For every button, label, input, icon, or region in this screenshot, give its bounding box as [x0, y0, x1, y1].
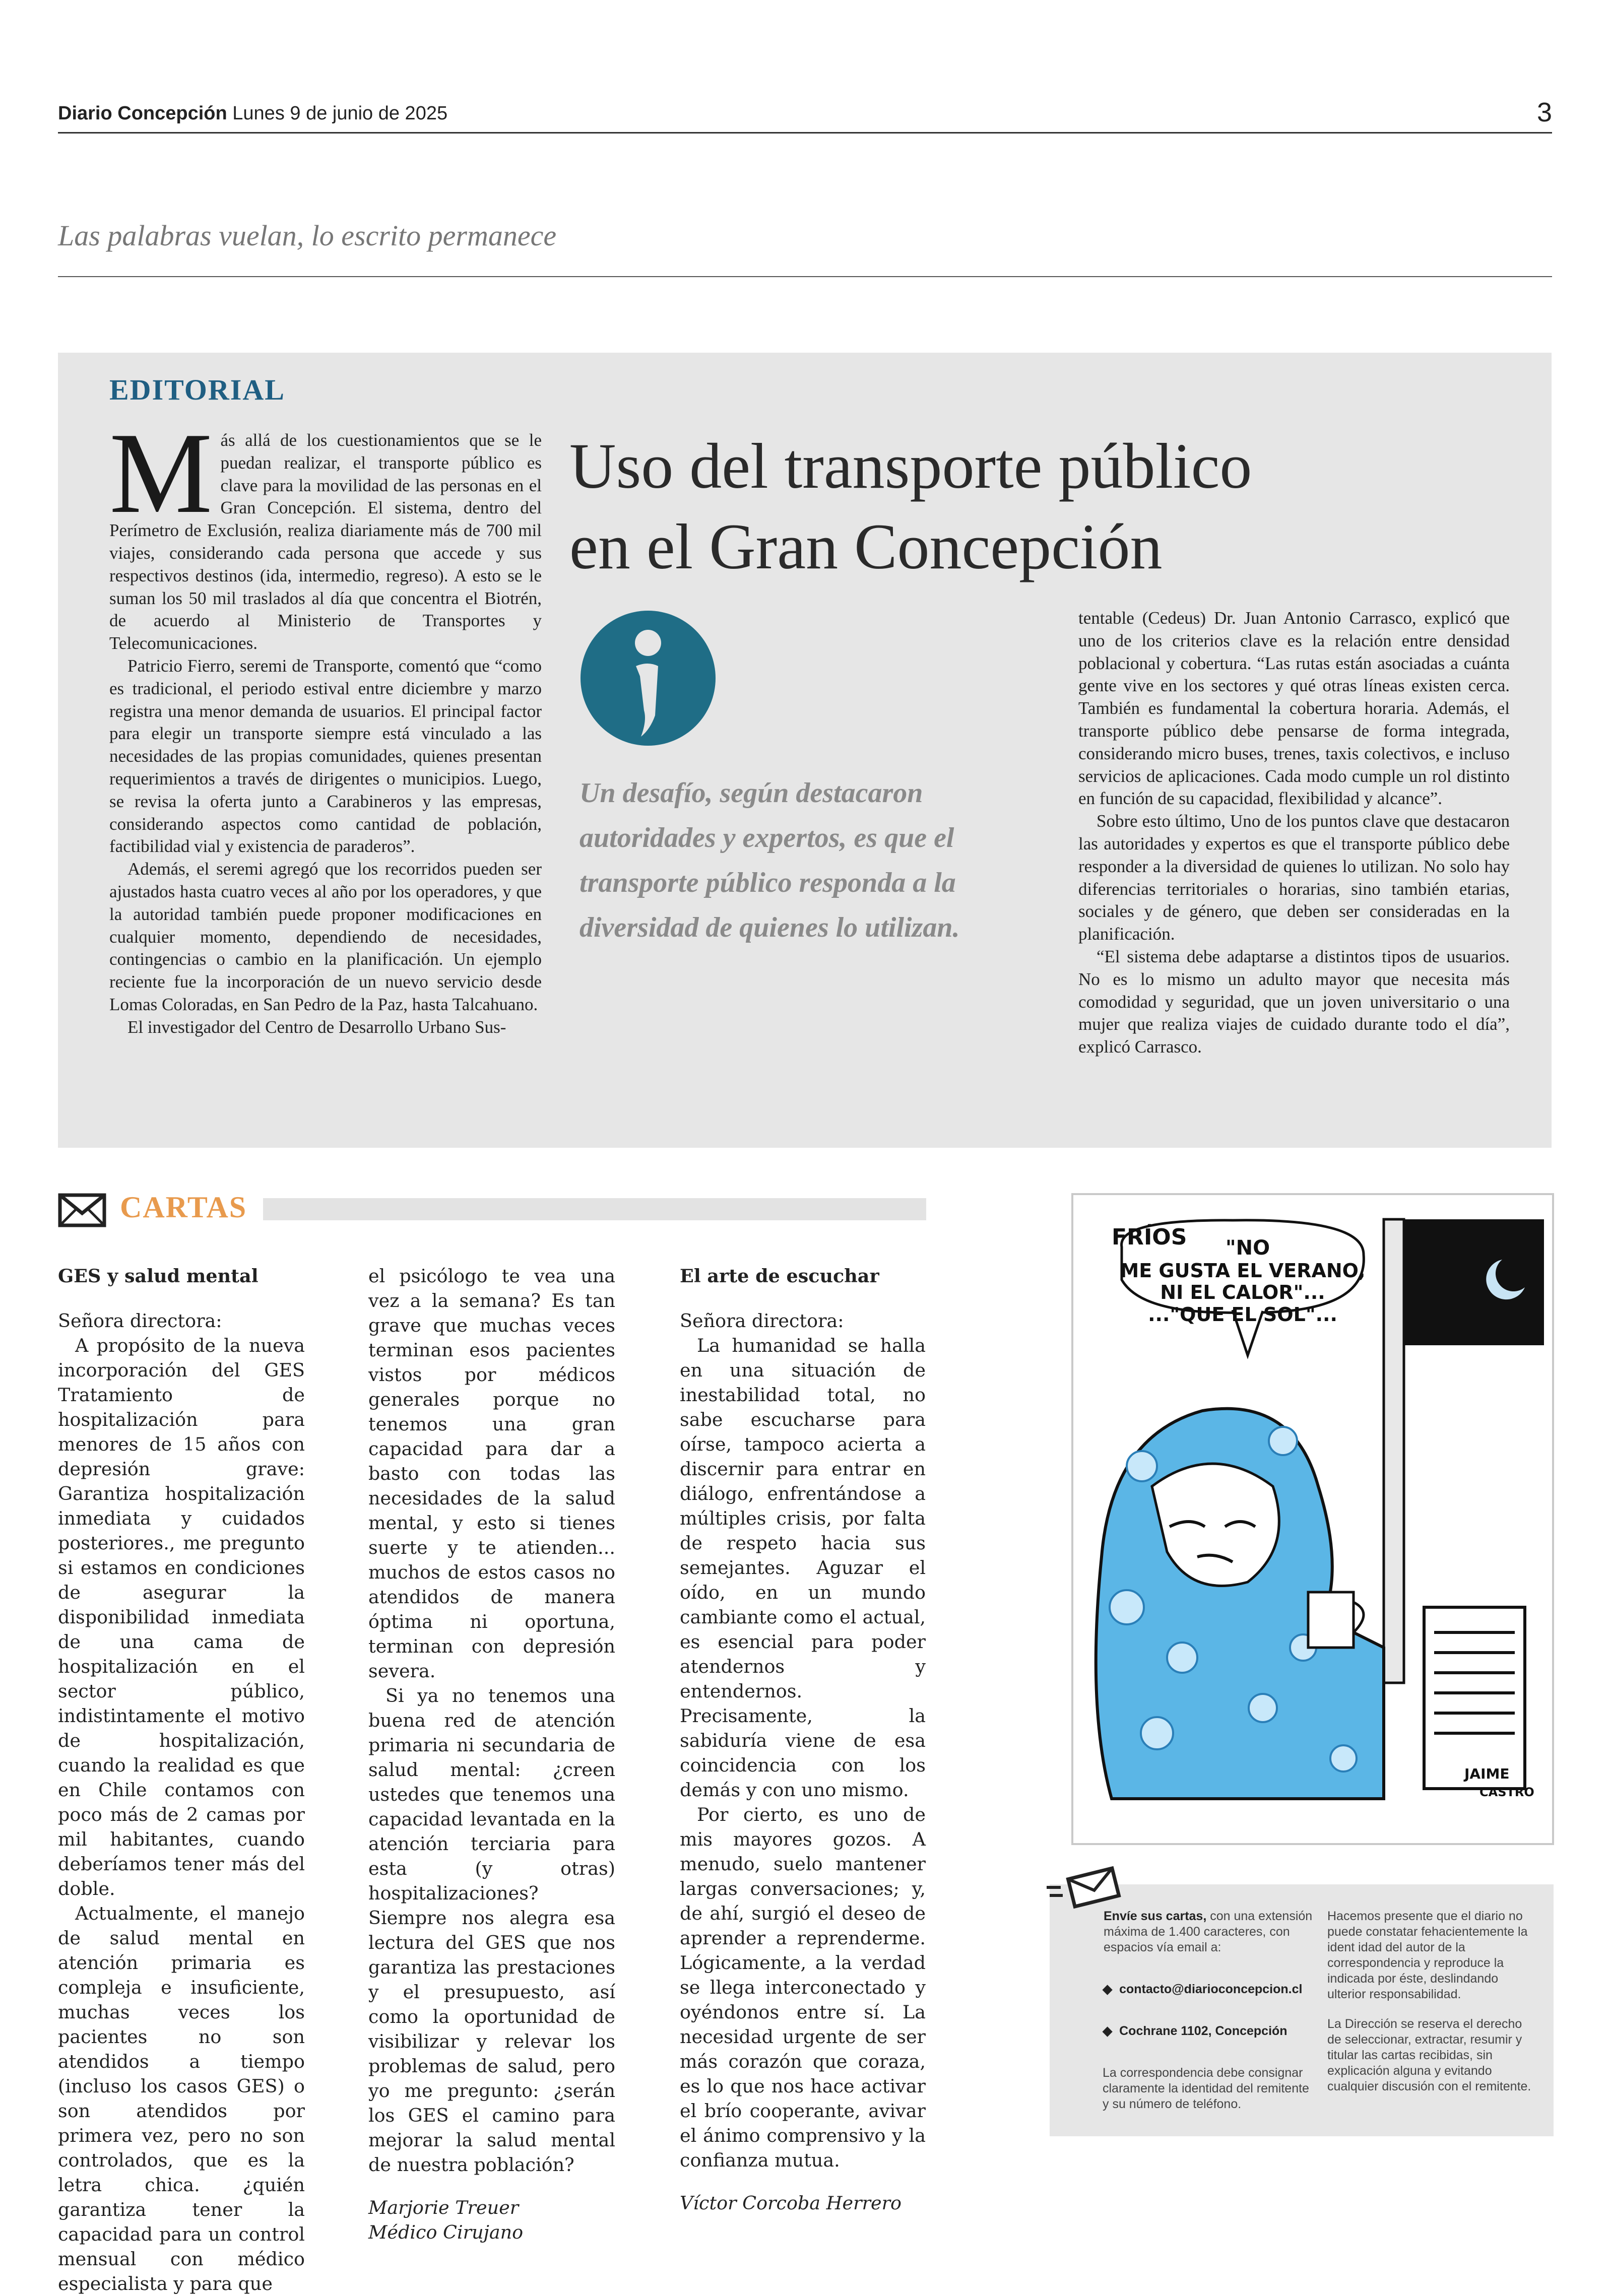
letter-salutation: Señora directora: — [58, 1310, 222, 1332]
svg-text:"NO: "NO — [1225, 1236, 1270, 1260]
info-box-left-column: Envíe sus cartas, con una extensión máxima de 1.400 caracteres, con espacios vía email a: ◆ contacto@diarioconcepcion.cl ◆ Cochrane 1102, Concepción La correspondencia debe consignar claramente la identidad del remitente y su número de teléfono. — [1103, 1909, 1314, 2112]
page-header — [58, 103, 447, 124]
letter-signature-role: Médico Cirujano — [368, 2221, 524, 2243]
svg-text:CASTRO: CASTRO — [1479, 1785, 1534, 1799]
letter-paragraph: La humanidad se halla en una situación de inestabilidad total, no sabe escucharse para oírse, tampoco acierta a discernir para entrar en diálogo, enfrentándose a múltiples crisis, por falta de respeto hacia sus semejantes. Aguzar el oído, en un mundo cambiante como el actual, es esencial para poder atendernos y entendernos. Precisamente, la sabiduría viene de esa coincidencia con los demás y con uno mismo. — [680, 1335, 926, 1801]
editorial-column-3 — [1078, 607, 1510, 1059]
header-rule — [58, 132, 1552, 134]
letter-1-column-1 — [58, 1264, 305, 2296]
envelope-icon — [58, 1193, 106, 1227]
info-note: La Dirección se reserva el derecho de seleccionar, extractar, resumir y titular las cartas recibidas, sin explicación alguna y evitando cualquier discusión con el remitente. — [1327, 2017, 1531, 2093]
info-box-right-column — [1327, 1909, 1539, 2094]
editorial-paragraph: Más allá de los cuestionamientos que se le puedan realizar, el transporte público es clave para la movilidad de las personas en el Gran Concepción. El sistema, dentro del Perímetro de Exclusión, realiza diariamente más de 700 mil viajes, considerando cada persona que accede y sus respectivos destinos (ida, intermedio, regreso). A esto se le suman los 50 mil traslados al día que concentra el Biotrén, de acuerdo al Ministerio de Transportes y Telecomunicaciones. — [109, 409, 542, 653]
info-note: Hacemos presente que el diario no puede constatar fehacientemente la ident idad del autor de la correspondencia y reproduce la indicada por éste, deslindando ulterior responsabilidad. — [1327, 1909, 1528, 2001]
editorial-paragraph: Sobre esto último, Uno de los puntos clave que destacaron las autoridades y expertos es que el transporte público debe responder a la diversidad de quienes lo utilizan. No solo hay diferencias territoriales o horarias, sino también etarias, sociales y de género, que deben ser consideradas en la planificación. — [1078, 811, 1510, 944]
newspaper-name: Diario Concepción — [58, 103, 227, 124]
letter-salutation: Señora directora: — [680, 1310, 844, 1332]
editorial-title: Uso del transporte público en el Gran Concepción — [569, 430, 1252, 582]
motto-rule — [58, 276, 1552, 277]
section-motto: Las palabras vuelan, lo escrito permanece — [58, 219, 557, 252]
drop-cap: M — [109, 409, 213, 537]
letter-paragraph: Si ya no tenemos una buena red de atención primaria ni secundaria de salud mental: ¿creen ustedes que tenemos una capacidad levantada en la atención terciaria para esta (y otras) hospitalizaciones? Siempre nos alegra esa lectura del GES que nos garantiza las prestaciones y el presupuesto, así como la oportunidad de visibilizar y relevar los problemas de salud, pero yo me pregunto: ¿serán los GES el camino para mejorar la salud mental de nuestra población? — [368, 1685, 615, 2176]
svg-text:FRÍOS: FRÍOS — [1112, 1224, 1187, 1250]
cartas-label: CARTAS — [120, 1191, 247, 1224]
envelope-icon — [1046, 1865, 1121, 1910]
letter-title: El arte de escuchar — [680, 1265, 879, 1287]
editorial-pull-quote: Un desafío, según destacaron autoridades y expertos, es que el transporte público responda a la diversidad de quienes lo utilizan. — [579, 777, 960, 943]
cartas-header-bar — [263, 1198, 926, 1220]
svg-text:ME GUSTA EL VERANO,: ME GUSTA EL VERANO, — [1120, 1260, 1366, 1282]
info-note: La correspondencia debe consignar claramente la identidad del remitente y su número de teléfono. — [1103, 2066, 1309, 2111]
letter-2 — [680, 1264, 926, 2215]
letter-signature: Víctor Corcoba Herrero — [680, 2192, 902, 2214]
svg-text:..."QUE EL SOL"...: ..."QUE EL SOL"... — [1148, 1303, 1337, 1326]
page-number: 3 — [1536, 97, 1552, 127]
letter-paragraph: Por cierto, es uno de mis mayores gozos. A menudo, suelo mantener largas conversaciones; y, de ahí, surgió el deseo de aprender a reprenderme. Lógicamente, a la verdad se llega interconectado y oyéndonos entre sí. La necesidad urgente de ser más corazón que coraza, es lo que nos hace activar el brío cooperante, avivar el ánimo comprensivo y la confianza mutua. — [680, 1804, 926, 2171]
editorial-label: EDITORIAL — [109, 373, 285, 406]
editorial-paragraph: Patricio Fierro, seremi de Transporte, comentó que “como es tradicional, el periodo estival entre diciembre y marzo registra una menor demanda de usuarios. El principal factor para elegir un transporte siempre está vinculado a las necesidades de las propias comunidades, quienes presentan requerimientos a través de dirigentes o municipios. Luego, se revisa la oferta junto a Carabineros y las empresas, considerando aspectos como cantidad de población, factibilidad vial y existencia de paraderos”. — [109, 655, 542, 857]
svg-text:NI EL CALOR"...: NI EL CALOR"... — [1160, 1281, 1325, 1303]
issue-date: Lunes 9 de junio de 2025 — [232, 103, 448, 124]
svg-text:JAIME: JAIME — [1464, 1765, 1510, 1782]
contact-address: ◆ Cochrane 1102, Concepción — [1103, 2024, 1287, 2038]
info-icon — [579, 610, 717, 747]
cartoon-illustration — [1081, 1204, 1544, 1834]
editorial-paragraph: Además, el seremi agregó que los recorridos pueden ser ajustados hasta cuatro veces al año por los operadores, y que la autoridad también puede proponer modificaciones en cualquier momento, dependiendo de necesidades, contingencias o cambio en la planificación. Un ejemplo reciente fue la incorporación de un nuevo servicio desde Lomas Coloradas, en San Pedro de la Paz, hasta Talcahuano. — [109, 859, 542, 1014]
letter-paragraph: Actualmente, el manejo de salud mental en atención primaria es compleja e insuficiente, muchas veces los pacientes no son atendidos a tiempo (incluso los casos GES) o son atendidos por primera vez, pero no son controlados, que es la letra chica. ¿quién garantiza tener la capacidad para un control mensual con médico especialista y para que — [58, 1903, 305, 2294]
letter-signature: Marjorie Treuer — [368, 2197, 519, 2218]
contact-email[interactable]: ◆ contacto@diarioconcepcion.cl — [1103, 1982, 1303, 1996]
letter-1-column-2 — [368, 1264, 615, 2245]
editorial-column-1 — [109, 409, 542, 1039]
letter-paragraph: A propósito de la nueva incorporación del GES Tratamiento de hospitalización para menores de 15 años con depresión grave: Garantiza hospitalización inmediata y cuidados posteriores., me pregunto si estamos en condiciones de asegurar la disponibilidad inmediata de una cama de hospitalización en el sector público, indistintamente el motivo de hospitalización, cuando la realidad es que en Chile contamos con poco más de 2 camas por mil habitantes, cuando deberíamos tener más del doble. — [58, 1335, 305, 1899]
letter-title: GES y salud mental — [58, 1265, 259, 1287]
editorial-paragraph: “El sistema debe adaptarse a distintos tipos de usuarios. No es lo mismo un adulto mayor que necesita más comodidad y seguridad, que un joven universitario o una mujer que realiza viajes de cuidado durante todo el día”, explicó Carrasco. — [1078, 946, 1510, 1057]
letter-paragraph: el psicólogo te vea una vez a la semana? Es tan grave que muchas veces terminan esos pacientes vistos por médicos generales porque no tenemos una gran capacidad para dar a basto con todas las necesidades de la salud mental, y esto si tienes suerte y te atienden... muchos de estos casos no atendidos de manera óptima ni oportuna, terminan con depresión severa. — [368, 1265, 615, 1682]
editorial-paragraph: tentable (Cedeus) Dr. Juan Antonio Carrasco, explicó que uno de los criterios clave es la relación entre densidad poblacional y cobertura. “Las rutas están asociadas a cuánta gente vive en los sectores y qué otras líneas existen cerca. También es fundamental la cobertura horaria. Además, el transporte público debe pensarse de forma integrada, considerando micro buses, trenes, taxis colectivos, e incluso servicios de aplicaciones. Cada modo cumple un rol distinto en función de su capacidad, flexibilidad y alcance”. — [1078, 608, 1510, 809]
editorial-paragraph: El investigador del Centro de Desarrollo Urbano Sus- — [127, 1017, 506, 1037]
